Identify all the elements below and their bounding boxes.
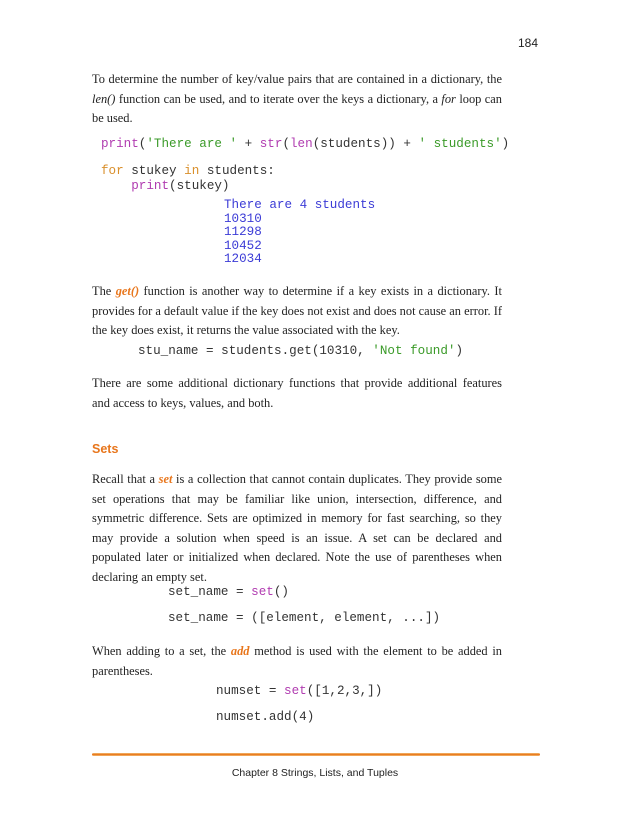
paragraph-len-for <box>92 70 502 129</box>
page-number: 184 <box>517 36 538 50</box>
code-text: ( <box>138 137 147 151</box>
text: The <box>92 284 116 298</box>
text: function can be used, and to iterate over the keys a dictionary, a <box>115 91 442 106</box>
output-line: 11298 <box>224 225 262 239</box>
code-text: ([1,2,3,]) <box>306 684 383 698</box>
code-set-declare <box>168 585 289 600</box>
set-term: set <box>158 472 173 486</box>
code-numset-add: numset.add(4) <box>216 710 315 724</box>
set-keyword: set <box>284 684 307 698</box>
footer-chapter-title: Chapter 8 Strings, Lists, and Tuples <box>231 767 399 779</box>
output-line: 12034 <box>224 252 262 266</box>
text: To determine the number of key/value pairs that are contained in a dictionary, the <box>92 72 502 86</box>
len-keyword: len <box>290 137 313 151</box>
code-text: ) <box>501 137 510 151</box>
code-get <box>138 344 463 359</box>
in-keyword: in <box>184 164 200 178</box>
output-line: 10310 <box>224 211 262 226</box>
string-literal: 'Not found' <box>372 344 456 358</box>
text: method is used with the element to be added in parentheses. <box>92 644 503 678</box>
code-print-count <box>101 137 509 152</box>
code-text: ( <box>282 137 290 151</box>
code-text: stukey <box>123 164 185 178</box>
code-text: ) <box>455 344 463 358</box>
text: is a collection that cannot contain duplicates. They provide some set operations that may be familiar like union, intersection, difference, and symmetric difference. Sets are optimized in memory for fast searching, so they may provide a solution when speed is an issue. A set can be declared and populated later or initialized when declared. Note the use of parentheses when declaring an empty set. <box>92 472 502 584</box>
code-output <box>224 199 375 267</box>
code-text: (stukey) <box>169 179 230 193</box>
paragraph-get <box>92 282 502 341</box>
print-keyword: print <box>101 179 170 193</box>
code-text: () <box>273 585 289 599</box>
str-keyword: str <box>259 137 283 151</box>
code-text: numset = <box>216 684 285 698</box>
set-keyword: set <box>251 585 274 599</box>
paragraph-additional: There are some additional dictionary functions that provide additional features and access to keys, values, and both. <box>92 376 502 410</box>
len-function: len() <box>92 91 116 106</box>
add-term: add <box>230 644 250 658</box>
code-for-loop <box>101 164 275 194</box>
text: loop can be used. <box>92 91 502 125</box>
output-line: 10452 <box>224 238 262 253</box>
code-text: stu_name = students.get(10310, <box>138 344 373 358</box>
code-text: students: <box>199 164 275 178</box>
output-line: There are 4 students <box>224 198 376 212</box>
paragraph-sets <box>92 470 502 587</box>
string-literal: 'There are ' <box>146 137 238 151</box>
code-text: (students)) + <box>312 137 419 151</box>
text: function is another way to determine if a key exists in a dictionary. It provides for a default value if the key does not exist and does not cause an error. If the key does exist, it returns the value associated with the key. <box>92 284 502 337</box>
string-literal: ' students' <box>418 137 502 151</box>
footer-rule <box>92 753 540 756</box>
paragraph-add <box>92 642 502 681</box>
for-keyword: for <box>441 91 456 106</box>
for-keyword: for <box>101 164 124 178</box>
print-keyword: print <box>101 137 139 151</box>
get-function: get() <box>115 284 140 298</box>
text: When adding to a set, the <box>92 644 231 658</box>
text: Recall that a <box>92 472 159 486</box>
code-numset <box>216 684 382 699</box>
code-set-init: set_name = ([element, element, ...]) <box>168 611 441 625</box>
section-heading-sets: Sets <box>92 442 119 456</box>
code-text: + <box>237 137 260 151</box>
code-text: set_name = <box>168 585 252 599</box>
